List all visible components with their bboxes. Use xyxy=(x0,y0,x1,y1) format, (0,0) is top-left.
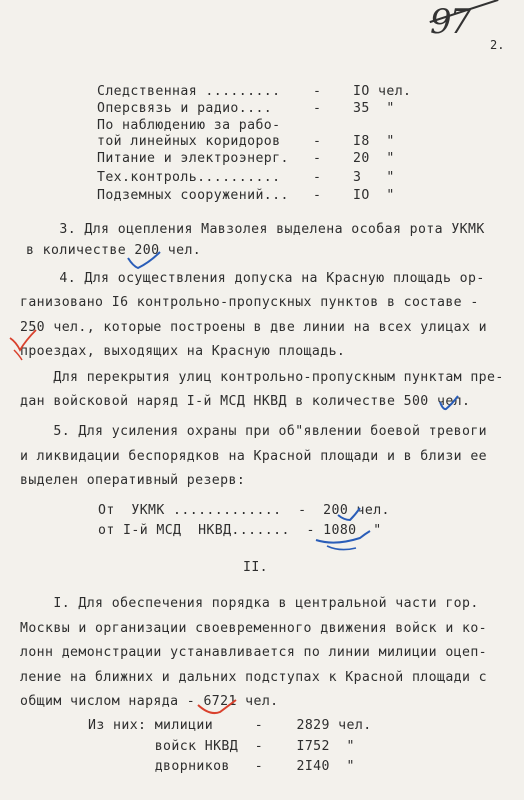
reserve-line: от I-й МСД НКВД....... - 1080 " xyxy=(98,523,382,538)
table-row-label: Питание и электроэнерг. xyxy=(97,151,289,166)
paragraph-line: 250 чел., которые построены в две линии на всех улицах и xyxy=(20,320,488,335)
table-row-value: 3 " xyxy=(353,170,395,185)
paragraph-line: лонн демонстрации устанавливается по линии милиции оцеп- xyxy=(20,645,488,660)
paragraph-line: дан войсковой наряд I-й МСД НКВД в количестве 500 чел. xyxy=(20,394,471,409)
red-check-mark xyxy=(198,700,236,713)
handwritten-page-number: 97 xyxy=(430,2,470,42)
table-row-label: Подземных сооружений... xyxy=(97,188,289,203)
paragraph-line: 4. Для осуществления допуска на Красную площадь ор- xyxy=(26,271,485,286)
paragraph-line: I. Для обеспечения порядка в центральной части гор. xyxy=(20,596,479,611)
table-row-label: По наблюдению за рабо- той линейных коридоров xyxy=(97,118,281,149)
table-row-dash: - xyxy=(313,188,322,203)
table-row-label: Тех.контроль.......... xyxy=(97,170,281,185)
reserve-line: От УКМК ............. - 200 чел. xyxy=(98,503,390,518)
blue-underline xyxy=(316,531,370,543)
paragraph-line: 5. Для усиления охраны при об"явлении боевой тревоги xyxy=(20,424,488,439)
red-check-mark xyxy=(14,350,22,360)
paragraph-line: в количестве 200 чел. xyxy=(26,243,202,258)
blue-underline xyxy=(327,546,356,550)
paragraph-line: 3. Для оцепления Мавзолея выделена особая рота УКМК xyxy=(26,222,485,237)
table-row-dash: - xyxy=(313,151,322,166)
paragraph-line: ление на ближних и дальних подступах к Красной площади с xyxy=(20,670,488,685)
paragraph-line: выделен оперативный резерв: xyxy=(20,473,246,488)
table-row-dash: - xyxy=(313,170,322,185)
blue-check-mark xyxy=(128,252,160,268)
paragraph-line: общим числом наряда - 6721 чел. xyxy=(20,694,279,709)
table-row-dash: - xyxy=(313,134,322,149)
table-row-value: I8 " xyxy=(353,134,395,149)
paragraph-line: Москвы и организации своевременного движения войск и ко- xyxy=(20,621,488,636)
table-row-value: IO чел. xyxy=(353,84,412,99)
paragraph-line: ганизовано I6 контрольно-пропускных пунктов в составе - xyxy=(20,295,479,310)
table-row-label: Следственная ......... xyxy=(97,84,281,99)
table-row-label: Оперсвязь и радио.... xyxy=(97,101,273,116)
paragraph-line: Для перекрытия улиц контрольно-пропускным пунктам пре- xyxy=(20,370,504,385)
paragraph-line: проездах, выходящих на Красную площадь. xyxy=(20,344,346,359)
breakdown-line: Из них: милиции - 2829 чел. xyxy=(88,718,372,733)
paragraph-line: и ликвидации беспорядков на Красной площади и в близи ее xyxy=(20,449,488,464)
table-row-value: 20 " xyxy=(353,151,395,166)
breakdown-line: дворников - 2I40 " xyxy=(88,759,355,774)
table-row-dash: - xyxy=(313,84,322,99)
section-heading: II. xyxy=(243,560,269,575)
table-row-value: IO " xyxy=(353,188,395,203)
breakdown-line: войск НКВД - I752 " xyxy=(88,739,355,754)
table-row-value: 35 " xyxy=(353,101,395,116)
red-check-mark xyxy=(10,330,36,350)
blue-check-mark xyxy=(440,396,458,409)
table-row-dash: - xyxy=(313,101,322,116)
typed-page-number: 2. xyxy=(490,38,505,52)
blue-check-mark xyxy=(338,508,360,520)
